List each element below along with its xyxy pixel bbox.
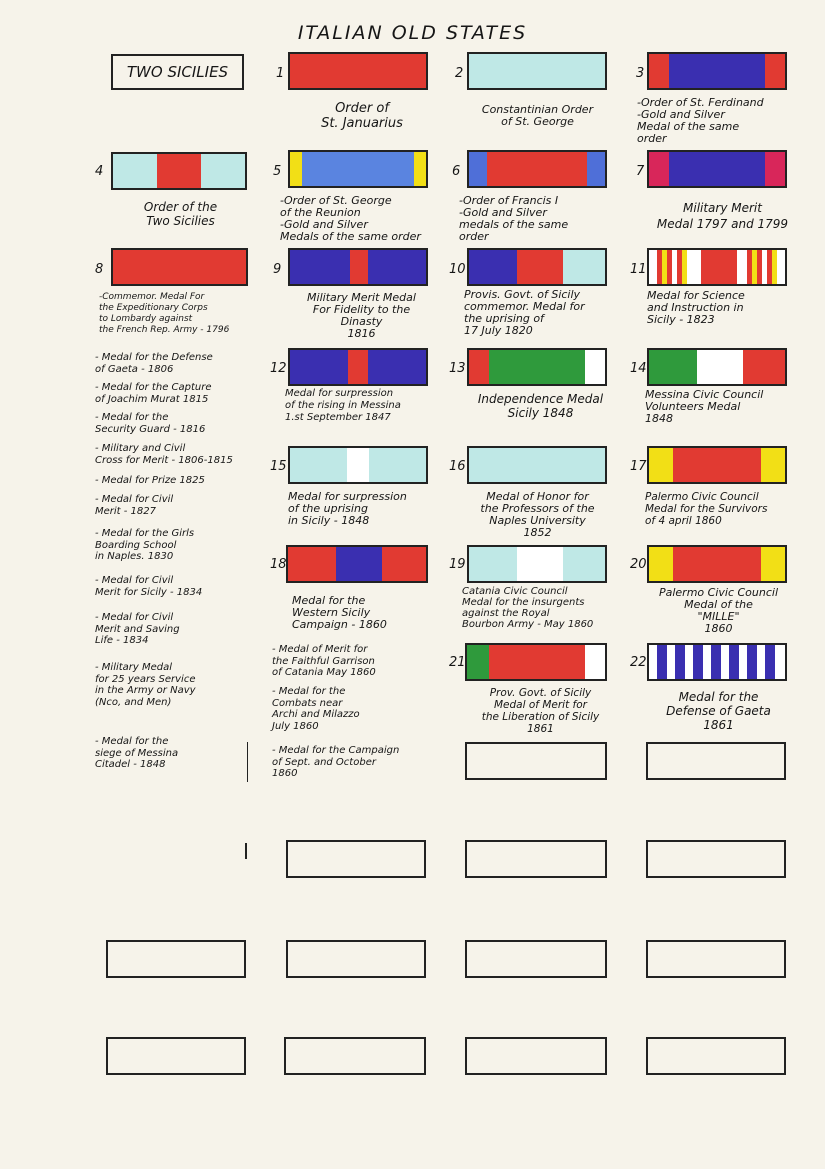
note-item: - Medal for Prize 1825	[95, 475, 205, 486]
ribbon-caption: Medal for surpression of the uprising in Sicily - 1848	[288, 490, 407, 527]
empty-ribbon-slot	[646, 940, 786, 978]
ribbon-5	[288, 150, 428, 188]
ribbon-number: 18	[270, 557, 287, 572]
ribbon-12	[288, 348, 428, 386]
ribbon-caption: Medal of Honor for the Professors of the Naples University 1852	[480, 490, 595, 539]
ribbon-15	[288, 446, 428, 484]
ribbon-caption: Military Merit Medal For Fidelity to the Dinasty 1816	[307, 291, 416, 340]
divider	[245, 843, 247, 859]
ribbon-caption: Medal for the Western Sicily Campaign - 1860	[292, 594, 387, 631]
ribbon-17	[647, 446, 787, 484]
note-item: - Medal for the Security Guard - 1816	[95, 412, 206, 435]
empty-ribbon-slot	[465, 1037, 607, 1075]
ribbon-number: 21	[449, 655, 466, 670]
ribbon-caption: Order of St. Januarius	[321, 101, 403, 131]
note-item: - Medal for the Capture of Joachim Murat 1815	[95, 382, 212, 405]
note-item: - Medal for Civil Merit for Sicily - 1834	[95, 575, 203, 598]
ribbon-caption: Prov. Govt. of Sicily Medal of Merit for the Liberation of Sicily 1861	[481, 687, 600, 735]
ribbon-caption: Independence Medal Sicily 1848	[477, 392, 604, 420]
ribbon-11	[647, 248, 787, 286]
ribbon-number: 13	[449, 361, 466, 376]
ribbon-number: 1	[276, 66, 285, 81]
ribbon-3	[647, 52, 787, 90]
ribbon-9	[288, 248, 428, 286]
ribbon-number: 11	[630, 262, 647, 277]
ribbon-number: 6	[452, 164, 461, 179]
ribbon-caption: -Order of St. Ferdinand -Gold and Silver Medal of the same order	[637, 96, 764, 145]
ribbon-number: 10	[449, 262, 466, 277]
ribbon-number: 14	[630, 361, 647, 376]
ribbon-number: 8	[95, 262, 104, 277]
note-item: - Medal of Merit for the Faithful Garrison of Catania May 1860	[272, 644, 376, 678]
ribbon-14	[647, 348, 787, 386]
empty-ribbon-slot	[465, 940, 607, 978]
ribbon-caption: Order of the Two Sicilies	[143, 200, 218, 228]
note-item: - Medal for the siege of Messina Citadel - 1848	[95, 736, 179, 770]
ribbon-number: 20	[630, 557, 647, 572]
empty-ribbon-slot	[286, 940, 426, 978]
ribbon-number: 2	[455, 66, 464, 81]
ribbon-number: 5	[273, 164, 282, 179]
ribbon-4	[111, 152, 247, 190]
ribbon-caption: Messina Civic Council Volunteers Medal 1848	[645, 388, 764, 425]
ribbon-18	[286, 545, 428, 583]
ribbon-caption: Medal for the Defense of Gaeta 1861	[666, 690, 771, 732]
ribbon-20	[647, 545, 787, 583]
ribbon-caption: Palermo Civic Council Medal for the Survivors of 4 april 1860	[645, 491, 768, 527]
ribbon-8	[111, 248, 248, 286]
ribbon-22	[647, 643, 787, 681]
empty-ribbon-slot	[106, 940, 246, 978]
empty-ribbon-slot	[465, 742, 607, 780]
ribbon-number: 7	[636, 164, 645, 179]
ribbon-number: 17	[630, 459, 647, 474]
ribbon-number: 3	[636, 66, 645, 81]
note-item: - Military and Civil Cross for Merit - 1806-1815	[95, 443, 233, 466]
page-title: ITALIAN OLD STATES	[297, 22, 528, 44]
ribbon-number: 16	[449, 459, 466, 474]
ribbon-caption: -Order of St. George of the Reunion -Gold and Silver Medals of the same order	[280, 194, 421, 243]
ribbon-number: 4	[95, 164, 104, 179]
ribbon-number: 9	[273, 262, 282, 277]
empty-ribbon-slot	[286, 840, 426, 878]
ribbon-6	[467, 150, 607, 188]
ribbon-19	[467, 545, 607, 583]
state-label: TWO SICILIES	[111, 54, 244, 90]
ribbon-caption: Palermo Civic Council Medal of the "MILLE" 1860	[658, 586, 779, 635]
ribbon-caption: -Commemor. Medal For the Expeditionary Corps to Lombardy against the French Rep. Army - 1796	[99, 292, 230, 335]
empty-ribbon-slot	[106, 1037, 246, 1075]
ribbon-10	[467, 248, 607, 286]
note-item: - Military Medal for 25 years Service in the Army or Navy (Nco, and Men)	[95, 662, 196, 708]
note-item: - Medal for the Campaign of Sept. and October 1860	[272, 745, 400, 779]
ribbon-caption: Constantinian Order of St. George	[481, 103, 594, 128]
ribbon-2	[467, 52, 607, 90]
note-item: - Medal for the Combats near Archi and Milazzo July 1860	[272, 686, 360, 732]
note-item: - Medal for the Defense of Gaeta - 1806	[95, 352, 213, 375]
ribbon-7	[647, 150, 787, 188]
ribbon-1	[288, 52, 428, 90]
ribbon-13	[467, 348, 607, 386]
ribbon-21	[465, 643, 607, 681]
empty-ribbon-slot	[646, 1037, 786, 1075]
ribbon-caption: Military Merit Medal 1797 and 1799	[656, 201, 789, 231]
ribbon-number: 12	[270, 361, 287, 376]
ribbon-caption: Provis. Govt. of Sicily commemor. Medal for the uprising of 17 July 1820	[464, 288, 585, 337]
empty-ribbon-slot	[646, 742, 786, 780]
note-item: - Medal for the Girls Boarding School in Naples. 1830	[95, 528, 195, 562]
ribbon-caption: -Order of Francis I -Gold and Silver medals of the same order	[459, 194, 569, 243]
empty-ribbon-slot	[284, 1037, 426, 1075]
empty-ribbon-slot	[646, 840, 786, 878]
ribbon-caption: Medal for surpression of the rising in Messina 1.st September 1847	[285, 388, 401, 423]
empty-ribbon-slot	[465, 840, 607, 878]
note-item: - Medal for Civil Merit and Saving Life - 1834	[95, 612, 180, 646]
divider	[247, 742, 248, 782]
ribbon-number: 15	[270, 459, 287, 474]
ribbon-number: 19	[449, 557, 466, 572]
ribbon-caption: Medal for Science and Instruction in Sicily - 1823	[647, 289, 745, 326]
ribbon-16	[467, 446, 607, 484]
ribbon-caption: Catania Civic Council Medal for the insurgents against the Royal Bourbon Army - May 1860	[462, 586, 594, 630]
ribbon-number: 22	[630, 655, 647, 670]
note-item: - Medal for Civil Merit - 1827	[95, 494, 174, 517]
